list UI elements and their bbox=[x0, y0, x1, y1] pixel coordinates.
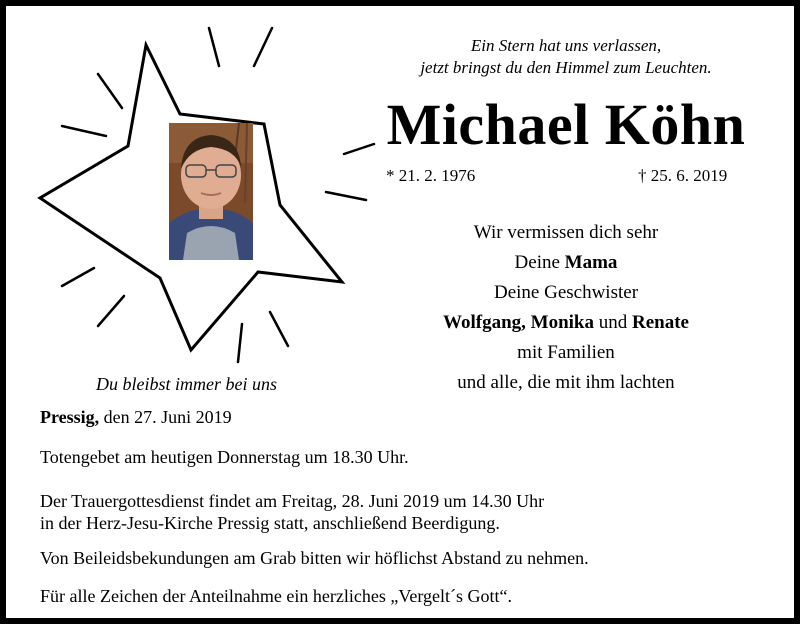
ray-line bbox=[238, 324, 242, 362]
sibling-conjunction: und bbox=[598, 312, 628, 333]
motto-line: Ein Stern hat uns verlassen, bbox=[470, 36, 662, 55]
mourner-line: Wir vermissen dich sehr bbox=[473, 222, 659, 243]
ray-line bbox=[62, 126, 106, 136]
ray-line bbox=[209, 28, 219, 66]
portrait-photo bbox=[169, 123, 253, 260]
birth-date: * 21. 2. 1976 bbox=[386, 166, 476, 185]
siblings-line bbox=[366, 308, 766, 338]
ray-line bbox=[62, 268, 94, 286]
ray-line bbox=[254, 28, 272, 66]
condolence-notice: Von Beileidsbekundungen am Grab bitten wir höflichst Abstand zu nehmen. bbox=[40, 548, 589, 568]
notice-date: den 27. Juni 2019 bbox=[99, 407, 232, 427]
place-name: Pressig, bbox=[40, 407, 100, 427]
deceased-name: Michael Köhn bbox=[386, 92, 746, 157]
place-date-line bbox=[40, 406, 232, 428]
star-caption: Du bleibst immer bei uns bbox=[96, 374, 277, 394]
sibling-name: Renate bbox=[632, 312, 689, 333]
ray-line bbox=[98, 74, 122, 108]
ray-line bbox=[326, 192, 366, 200]
death-date: † 25. 6. 2019 bbox=[638, 166, 728, 185]
mourner-line bbox=[366, 248, 766, 278]
service-notice: in der Herz-Jesu-Kirche Pressig statt, anschließend Beerdigung. bbox=[40, 513, 500, 533]
sibling-name: Monika bbox=[530, 312, 594, 333]
mama-label: Mama bbox=[564, 252, 618, 273]
ray-line bbox=[270, 312, 288, 346]
ray-line bbox=[98, 296, 124, 326]
mourner-line: mit Familien bbox=[517, 342, 615, 363]
service-notice: Der Trauergottesdienst findet am Freitag, 28. Juni 2019 um 14.30 Uhr bbox=[40, 491, 545, 511]
mourner-line: Deine Geschwister bbox=[493, 282, 639, 303]
prayer-notice: Totengebet am heutigen Donnerstag um 18.30 Uhr. bbox=[40, 447, 409, 467]
motto-line: jetzt bringst du den Himmel zum Leuchten. bbox=[420, 58, 712, 77]
thanks-notice: Für alle Zeichen der Anteilnahme ein herzliches „Vergelt´s Gott“. bbox=[40, 586, 512, 606]
mama-prefix: Deine bbox=[514, 252, 565, 273]
sibling-name: Wolfgang, bbox=[443, 312, 526, 333]
mourner-line: und alle, die mit ihm lachten bbox=[457, 372, 675, 393]
